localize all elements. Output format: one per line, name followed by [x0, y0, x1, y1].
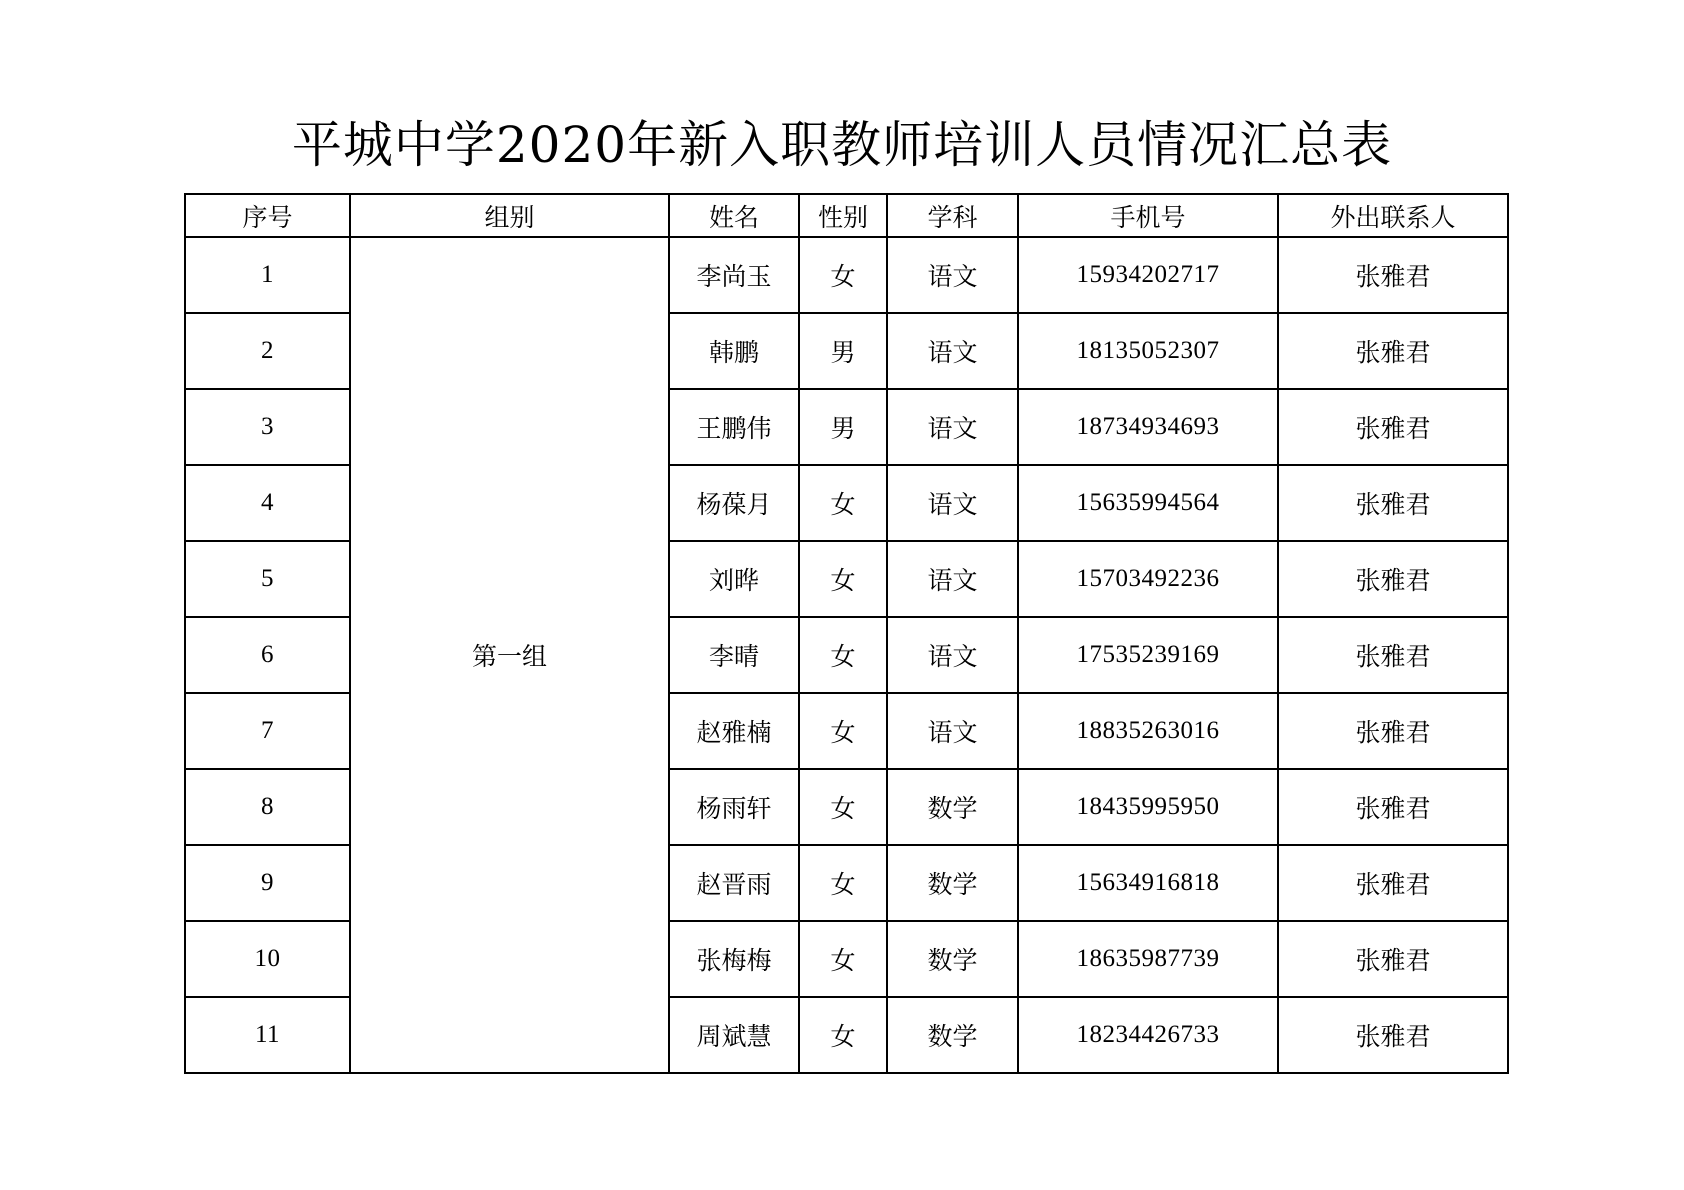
name-cell: 杨雨轩	[669, 769, 799, 845]
seq-cell: 3	[185, 389, 350, 465]
contact-cell: 张雅君	[1278, 237, 1508, 313]
gender-cell: 女	[799, 921, 887, 997]
name-cell: 周斌慧	[669, 997, 799, 1073]
header-row	[185, 194, 1508, 237]
contact-cell: 张雅君	[1278, 845, 1508, 921]
gender-cell: 女	[799, 845, 887, 921]
phone-cell: 15934202717	[1018, 237, 1278, 313]
phone-cell: 15635994564	[1018, 465, 1278, 541]
header-phone: 手机号	[1018, 194, 1278, 237]
phone-cell: 18835263016	[1018, 693, 1278, 769]
subject-cell: 语文	[887, 237, 1018, 313]
name-cell: 李晴	[669, 617, 799, 693]
gender-cell: 女	[799, 769, 887, 845]
seq-cell: 9	[185, 845, 350, 921]
contact-cell: 张雅君	[1278, 465, 1508, 541]
header-name: 姓名	[669, 194, 799, 237]
seq-cell: 2	[185, 313, 350, 389]
contact-cell: 张雅君	[1278, 769, 1508, 845]
group-cell: 第一组	[350, 237, 669, 1073]
phone-cell: 18135052307	[1018, 313, 1278, 389]
seq-cell: 8	[185, 769, 350, 845]
phone-cell: 18734934693	[1018, 389, 1278, 465]
header-gender: 性别	[799, 194, 887, 237]
header-group: 组别	[350, 194, 669, 237]
contact-cell: 张雅君	[1278, 921, 1508, 997]
subject-cell: 数学	[887, 769, 1018, 845]
phone-cell: 15703492236	[1018, 541, 1278, 617]
seq-cell: 4	[185, 465, 350, 541]
seq-cell: 7	[185, 693, 350, 769]
seq-cell: 5	[185, 541, 350, 617]
seq-cell: 6	[185, 617, 350, 693]
gender-cell: 男	[799, 389, 887, 465]
contact-cell: 张雅君	[1278, 541, 1508, 617]
table-row	[185, 237, 1508, 313]
contact-cell: 张雅君	[1278, 313, 1508, 389]
phone-cell: 18234426733	[1018, 997, 1278, 1073]
gender-cell: 女	[799, 465, 887, 541]
header-seq: 序号	[185, 194, 350, 237]
name-cell: 刘晔	[669, 541, 799, 617]
phone-cell: 18635987739	[1018, 921, 1278, 997]
name-cell: 王鹏伟	[669, 389, 799, 465]
phone-cell: 15634916818	[1018, 845, 1278, 921]
staff-table	[184, 193, 1509, 1074]
gender-cell: 女	[799, 693, 887, 769]
name-cell: 韩鹏	[669, 313, 799, 389]
gender-cell: 女	[799, 997, 887, 1073]
subject-cell: 语文	[887, 389, 1018, 465]
seq-cell: 1	[185, 237, 350, 313]
page-title: 平城中学2020年新入职教师培训人员情况汇总表	[291, 116, 1393, 174]
name-cell: 赵雅楠	[669, 693, 799, 769]
gender-cell: 女	[799, 617, 887, 693]
header-subject: 学科	[887, 194, 1018, 237]
phone-cell: 18435995950	[1018, 769, 1278, 845]
subject-cell: 语文	[887, 693, 1018, 769]
contact-cell: 张雅君	[1278, 997, 1508, 1073]
subject-cell: 语文	[887, 617, 1018, 693]
gender-cell: 男	[799, 313, 887, 389]
subject-cell: 数学	[887, 845, 1018, 921]
name-cell: 张梅梅	[669, 921, 799, 997]
contact-cell: 张雅君	[1278, 693, 1508, 769]
subject-cell: 数学	[887, 921, 1018, 997]
subject-cell: 语文	[887, 541, 1018, 617]
gender-cell: 女	[799, 541, 887, 617]
seq-cell: 11	[185, 997, 350, 1073]
gender-cell: 女	[799, 237, 887, 313]
contact-cell: 张雅君	[1278, 389, 1508, 465]
phone-cell: 17535239169	[1018, 617, 1278, 693]
subject-cell: 语文	[887, 465, 1018, 541]
contact-cell: 张雅君	[1278, 617, 1508, 693]
header-contact: 外出联系人	[1278, 194, 1508, 237]
name-cell: 李尚玉	[669, 237, 799, 313]
name-cell: 杨葆月	[669, 465, 799, 541]
subject-cell: 数学	[887, 997, 1018, 1073]
name-cell: 赵晋雨	[669, 845, 799, 921]
subject-cell: 语文	[887, 313, 1018, 389]
seq-cell: 10	[185, 921, 350, 997]
